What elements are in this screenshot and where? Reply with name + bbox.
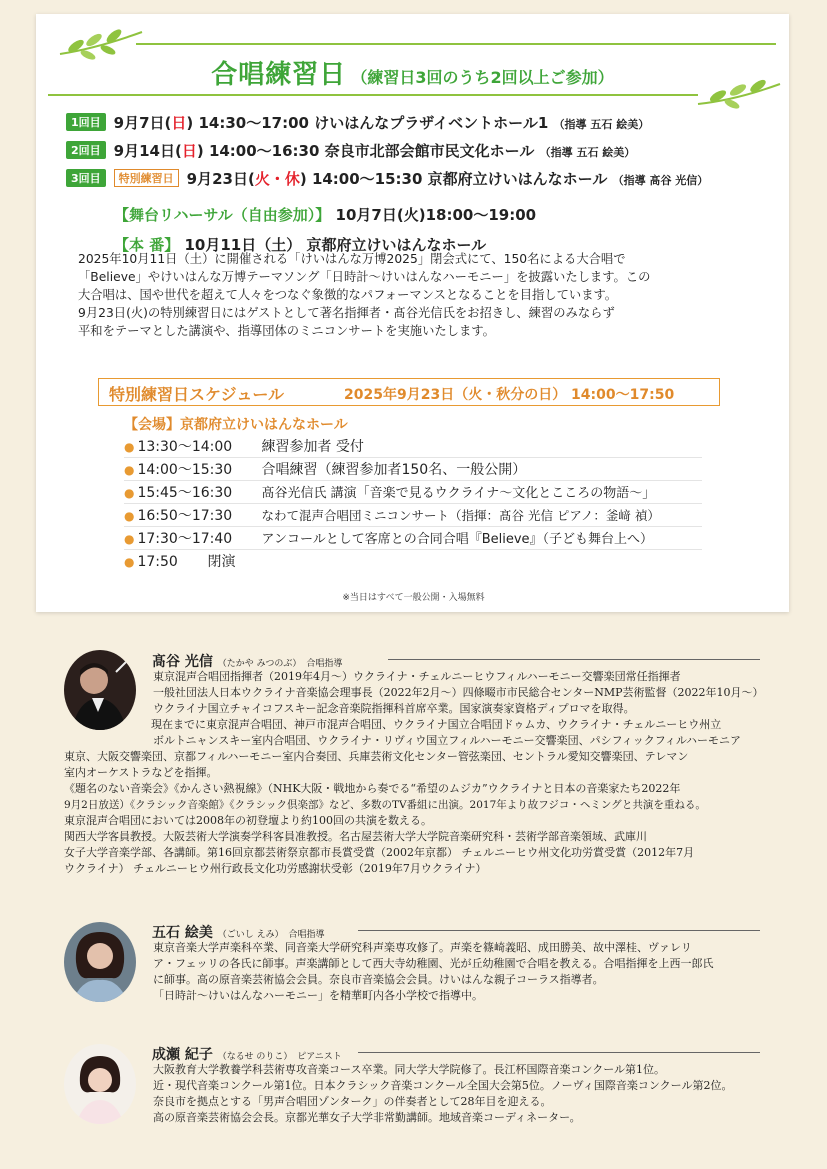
avatar-takaya	[64, 650, 136, 730]
session-badge: 2回目	[66, 141, 106, 159]
session-row-2: 2回目 9月14日(日) 14:00〜16:30 奈良市北部会館市民文化ホール （指導 五石 絵美）	[66, 140, 635, 161]
session-row-1: 1回目 9月7日(日) 14:30〜17:00 けいはんなプラザイベントホール1 （指導 五石 絵美）	[66, 112, 649, 133]
bullet-icon: ●	[124, 486, 135, 500]
bullet-icon: ●	[124, 440, 135, 454]
rehearsal-label: 【舞台リハーサル（自由参加）】	[114, 206, 331, 224]
schedule-item: ● 14:00〜15:30 合唱練習（練習参加者150名、一般公開）	[124, 459, 702, 481]
session-conductor: （指導 五石 絵美）	[553, 118, 650, 131]
profile-name-takaya: 髙谷 光信 （たかや みつのぶ） 合唱指導	[152, 654, 343, 670]
session-badge: 3回目	[66, 169, 106, 187]
description-line: 2025年10月11日（土）に開催される「けいはんな万博2025」閉会式にて、150名による大合唱で	[78, 252, 626, 266]
schedule-venue: 【会場】京都府立けいはんなホール	[124, 417, 348, 433]
rehearsal-row	[114, 204, 536, 225]
session-venue: 京都府立けいはんなホール	[427, 170, 608, 188]
rehearsal-value: 10月7日(火)18:00〜19:00	[335, 206, 537, 224]
profile-text-naruse: 大阪教育大学教養学科芸術専攻音楽コース卒業。同大学大学院修了。長江杯国際音楽コンクール第1位。 近・現代音楽コンクール第1位。日本クラシック音楽コンクール全国大会第5位。ノーヴィ国際音楽コンクール第2位。 奈良市を拠点とする「男声合唱団ゾンターク」の伴奏者として28年目を迎える。 高の原音楽芸術協会会長。京都光華女子大学非常勤講師。地域音楽コーディネーター。	[153, 1063, 733, 1124]
section-title	[36, 54, 789, 91]
schedule-item: ● 17:30〜17:40 アンコールとして客席との合同合唱『Believe』（子ども舞台上へ）	[124, 528, 702, 550]
free-admission-note: ※当日はすべて一般公開・入場無料	[342, 593, 485, 603]
special-day-tag: 特別練習日	[114, 169, 179, 187]
session-conductor: （指導 五石 絵美）	[539, 146, 636, 159]
title-sub: （練習日3回のうち2回以上ご参加）	[351, 68, 614, 87]
session-time: 14:30〜17:00	[198, 114, 309, 132]
bullet-icon: ●	[124, 463, 135, 477]
schedule-title: 特別練習日スケジュール	[109, 385, 285, 404]
bullet-icon: ●	[124, 555, 135, 569]
session-row-3: 3回目 特別練習日 9月23日(火・休) 14:00〜15:30 京都府立けいはんなホール （指導 髙谷 光信）	[66, 168, 708, 189]
profile-name-naruse: 成瀬 紀子 （なるせ のりこ） ピアニスト	[152, 1047, 342, 1063]
profile-text-takaya: 東京混声合唱団指揮者（2019年4月〜）ウクライナ・チェルニーヒウフィルハーモニー交響楽団常任指揮者 一般社団法人日本ウクライナ音楽協会理事長（2022年2月〜）四條畷市市民総合センターNMP芸術監督（2022年10月〜） ウクライナ国立チャイコフスキー記念音楽院指揮科首席卒業。国家演奏家資格ディプロマを取得。 現在までに東京混声合唱団、神戸市混声合唱団、ウクライナ国立合唱団ドゥムカ、ウクライナ・チェルニーヒウ州立 ボルトニャンスキー室内合唱団、ウクライナ・リヴィウ国立フィルハーモニー交響楽団、パシフィックフィルハーモニア	[151, 670, 764, 747]
schedule-date: 2025年9月23日（火・秋分の日） 14:00〜17:50	[344, 387, 675, 403]
description-line: 「Believe」やけいはんな万博テーマソング「日時計〜けいはんなハーモニー」を披露いたします。この	[78, 270, 651, 284]
session-time: 14:00〜16:30	[208, 142, 320, 160]
session-conductor: （指導 髙谷 光信）	[612, 174, 709, 187]
description-line: 平和をテーマとした講演や、指導団体のミニコンサートを実施いたします。	[78, 324, 495, 338]
divider-top	[136, 43, 776, 45]
description-line: 9月23日(火)の特別練習日にはゲストとして著名指揮者・髙谷光信氏をお招きし、練習のみならず	[78, 306, 615, 320]
session-venue: 奈良市北部会館市民文化ホール	[324, 142, 535, 160]
title-main: 合唱練習日	[211, 60, 347, 90]
performance-value: 10月11日（土） 京都府立けいはんなホール	[184, 236, 487, 254]
session-badge: 1回目	[66, 113, 106, 131]
profile-divider	[358, 930, 760, 931]
bullet-icon: ●	[124, 532, 135, 546]
profile-text-takaya-cont: 東京、大阪交響楽団、京都フィルハーモニー室内合奏団、兵庫芸術文化センター管弦楽団、セントラル愛知交響楽団、テレマン 室内オーケストラなどを指揮。 《題名のない音楽会》《かんさい熱視線》（NHK大阪・戦地から奏でる“希望のムジカ”ウクライナと日本の音楽家たち2022年 9月2日放送）《クラシック音楽館》《クラシック倶楽部》など、多数のTV番組に出演。2017年より故フジコ・ヘミングと共演を重ねる。 東京混声合唱団においては2008年の初登壇より約100回の共演を数える。 関西大学客員教授。大阪芸術大学演奏学科客員准教授。名古屋芸術大学大学院音楽研究科・芸術学部音楽領域、武庫川 女子大学音楽学部、各講師。第16回京都芸術祭京都市長賞受賞（2002年京都） チェルニーヒウ州文化功労賞受賞（2012年7月 ウクライナ） チェルニーヒウ州行政長文化功労感謝状受彰（2019年7月ウクライナ）	[64, 750, 706, 875]
divider-title	[48, 94, 698, 96]
description	[78, 250, 718, 340]
avatar-goishi	[64, 922, 136, 1002]
description-line: 大合唱は、国や世代を超えて人々をつなぐ象徴的なパフォーマンスとなることを目指しています。	[78, 288, 618, 302]
schedule-item: ● 13:30〜14:00 練習参加者 受付	[124, 436, 702, 458]
profile-divider	[388, 659, 760, 660]
schedule-item: ● 15:45〜16:30 髙谷光信氏 講演「音楽で見るウクライナ〜文化とこころの物語〜」	[124, 482, 702, 504]
avatar-naruse	[64, 1044, 136, 1124]
session-time: 14:00〜15:30	[311, 170, 423, 188]
schedule-header	[98, 378, 720, 406]
profile-name-goishi: 五石 絵美 （ごいし えみ） 合唱指導	[152, 925, 325, 941]
performance-label: 【本 番】	[114, 236, 180, 254]
profile-text-goishi: 東京音楽大学声楽科卒業、同音楽大学研究科声楽専攻修了。声楽を篠崎義昭、成田勝美、故中澤桂、ヴァレリ ア・フェッリの各氏に師事。声楽講師として西大寺幼稚園、光が丘幼稚園で合唱を教える。合唱指揮を上西一郎氏 に師事。高の原音楽芸術協会会員。奈良市音楽協会会員。けいはんな親子コーラス指導者。 「日時計〜けいはんなハーモニー」を精華町内各小学校で指導中。	[153, 941, 714, 1002]
schedule-item: ● 17:50 閉演	[124, 554, 236, 570]
session-venue: けいはんなプラザイベントホール1	[314, 114, 549, 132]
schedule-item: ● 16:50〜17:30 なわて混声合唱団ミニコンサート（指揮：髙谷 光信 ピアノ：釜﨑 禎）	[124, 505, 702, 527]
bullet-icon: ●	[124, 509, 135, 523]
profile-divider	[358, 1052, 760, 1053]
